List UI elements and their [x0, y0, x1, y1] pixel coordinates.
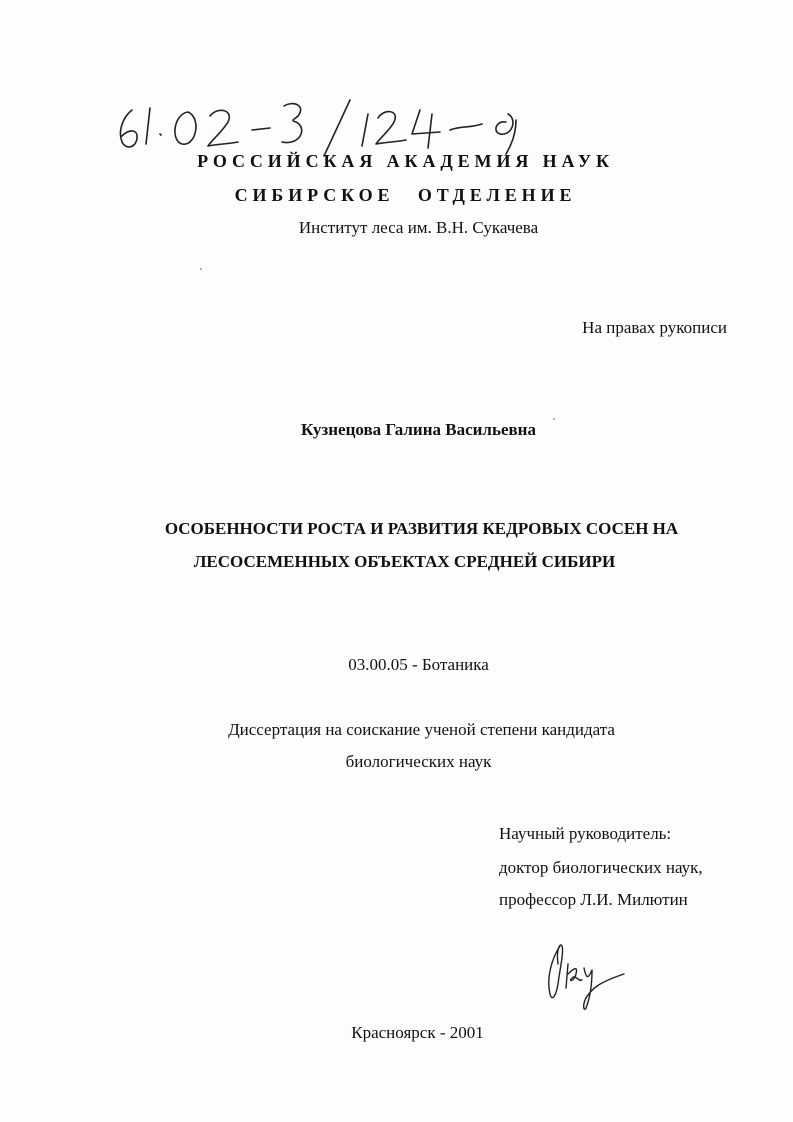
scan-speck — [200, 268, 202, 270]
degree-line-1: Диссертация на соискание ученой степени кандидата — [228, 720, 615, 739]
supervisor-degree: доктор биологических наук, — [499, 858, 703, 877]
thesis-title-line-2: ЛЕСОСЕМЕННЫХ ОБЪЕКТАХ СРЕДНЕЙ СИБИРИ — [193, 552, 616, 571]
rights-note: На правах рукописи — [582, 318, 727, 337]
city-year: Красноярск - 2001 — [351, 1023, 484, 1042]
author-name: Кузнецова Галина Васильевна — [301, 420, 536, 439]
handwritten-signature — [538, 938, 630, 1014]
specialty-code: 03.00.05 - Ботаника — [348, 655, 489, 674]
organization-line-2: СИБИРСКОЕ ОТДЕЛЕНИЕ — [234, 185, 577, 205]
institute-name: Институт леса им. В.Н. Сукачева — [298, 218, 539, 237]
organization-line-1: РОССИЙСКАЯ АКАДЕМИЯ НАУК — [197, 151, 614, 171]
thesis-title-line-1: ОСОБЕННОСТИ РОСТА И РАЗВИТИЯ КЕДРОВЫХ СОСЕН НА — [164, 519, 679, 538]
degree-line-2: биологических наук — [345, 752, 492, 771]
supervisor-label: Научный руководитель: — [499, 824, 672, 843]
supervisor-name: профессор Л.И. Милютин — [499, 890, 688, 909]
